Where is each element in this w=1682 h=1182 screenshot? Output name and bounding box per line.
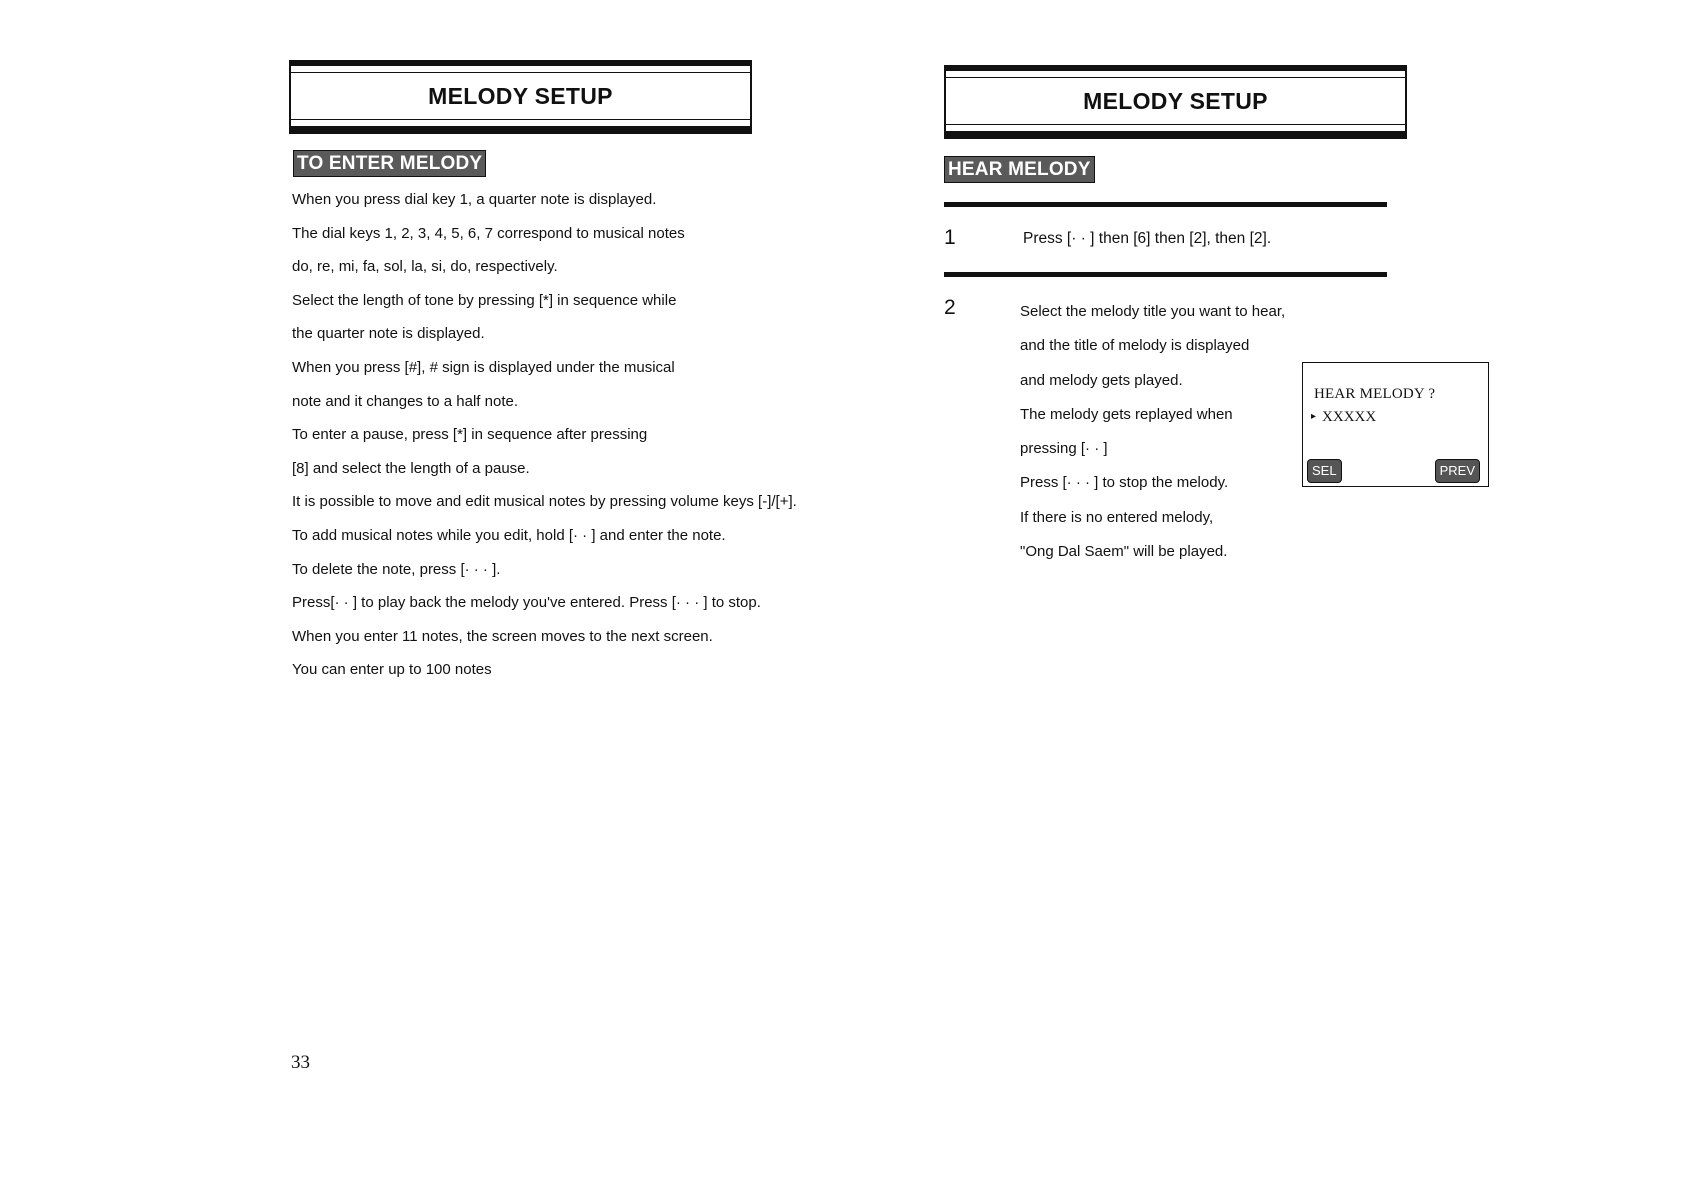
step-line: "Ong Dal Saem" will be played.: [1020, 543, 1228, 561]
step-text: Press [· · ] then [6] then [2], then [2].: [1023, 230, 1272, 247]
step-line: and the title of melody is displayed: [1020, 337, 1250, 355]
phone-screen-illustration: [1302, 362, 1489, 487]
pointer-arrow-icon: ▸: [1311, 411, 1317, 422]
right-page-header-text: MELODY SETUP: [946, 77, 1405, 125]
step-number: 2: [944, 296, 956, 319]
left-page-header-text: MELODY SETUP: [291, 72, 750, 120]
screen-title: HEAR MELODY ?: [1314, 386, 1436, 402]
screen-list-item: [1311, 409, 1376, 426]
step-line: Select the melody title you want to hear,: [1020, 303, 1286, 320]
instruction-line: [8] and select the length of a pause.: [292, 459, 530, 477]
instruction-line: It is possible to move and edit musical notes by pressing volume keys [-]/[+].: [292, 493, 797, 511]
instruction-line: When you press [#], # sign is displayed under the musical: [292, 358, 675, 376]
instruction-line: note and it changes to a half note.: [292, 392, 519, 410]
instruction-line: To add musical notes while you edit, hold [· · ] and enter the note.: [292, 526, 726, 544]
instruction-line: To enter a pause, press [*] in sequence after pressing: [292, 426, 648, 444]
instruction-line: When you press dial key 1, a quarter note is displayed.: [292, 191, 657, 208]
instruction-line: Press[· · ] to play back the melody you've entered. Press [· · · ] to stop.: [292, 594, 761, 612]
step-line: Press [· · · ] to stop the melody.: [1020, 474, 1229, 492]
instruction-line: the quarter note is displayed.: [292, 325, 485, 343]
instruction-line: To delete the note, press [· · · ].: [292, 560, 501, 578]
step-line: and melody gets played.: [1020, 371, 1183, 389]
instruction-line: When you enter 11 notes, the screen moves to the next screen.: [292, 627, 713, 645]
step-line: If there is no entered melody,: [1020, 508, 1214, 526]
section-tag-to-enter-melody: TO ENTER MELODY: [293, 150, 486, 177]
page-number: 33: [291, 1052, 310, 1073]
instruction-line: do, re, mi, fa, sol, la, si, do, respectively.: [292, 258, 558, 276]
right-page-header: [944, 69, 1407, 133]
instruction-line: Select the length of tone by pressing [*] in sequence while: [292, 291, 677, 309]
step-line: The melody gets replayed when: [1020, 405, 1233, 423]
instruction-line: The dial keys 1, 2, 3, 4, 5, 6, 7 correspond to musical notes: [292, 224, 685, 242]
left-page-header: [289, 64, 752, 128]
section-tag-hear-melody: HEAR MELODY: [944, 156, 1095, 183]
step-line: pressing [· · ]: [1020, 440, 1108, 458]
prev-softkey: PREV: [1435, 459, 1480, 483]
melody-name: XXXXX: [1322, 409, 1377, 425]
step-text: [1020, 300, 1320, 574]
step-divider: [944, 202, 1387, 207]
enter-melody-instructions: [292, 188, 852, 692]
sel-softkey: SEL: [1307, 459, 1342, 483]
step-divider: [944, 272, 1387, 277]
step-number: 1: [944, 226, 956, 249]
instruction-line: You can enter up to 100 notes: [292, 661, 492, 679]
